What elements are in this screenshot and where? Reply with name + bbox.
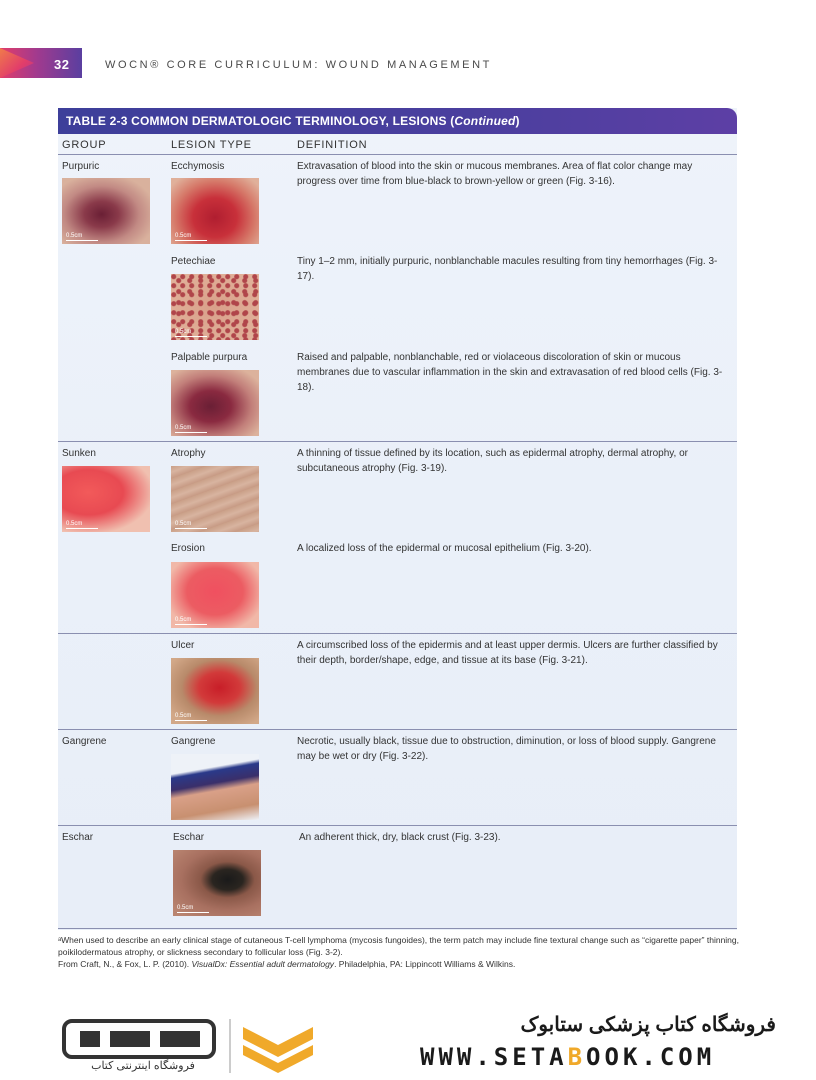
page-tab <box>0 48 82 78</box>
definition-text: Extravasation of blood into the skin or mucous membranes. Area of flat color change may progress over time from blue-black to brown-yellow or green (Fig. 3-16). <box>297 161 693 187</box>
table-title: TABLE 2-3 COMMON DERMATOLOGIC TERMINOLOGY, LESIONS (Continued) <box>58 108 737 134</box>
group-divider <box>58 441 737 442</box>
group-label: Gangrene <box>62 736 107 747</box>
lesion-type-label: Ulcer <box>171 640 195 651</box>
lesion-type-label: Petechiae <box>171 256 216 267</box>
lesion-type-label: Ecchymosis <box>171 161 225 172</box>
lesion-type-label: Palpable purpura <box>171 352 248 363</box>
column-header-definition: DEFINITION <box>297 139 368 151</box>
erosion-image: 0.5cm <box>171 562 259 628</box>
definition-text: Necrotic, usually black, tissue due to obstruction, diminution, or loss of blood supply. Gangrene may be wet or dry (Fig. 3-22). <box>297 736 716 762</box>
store-name: فروشگاه کتاب پزشکی ستابوک <box>520 1014 776 1036</box>
definition-text: A localized loss of the epidermal or mucosal epithelium (Fig. 3-20). <box>297 543 592 554</box>
group-divider <box>58 729 737 730</box>
running-head: WOCN® CORE CURRICULUM: WOUND MANAGEMENT <box>105 59 492 71</box>
palpable-purpura-image: 0.5cm <box>171 370 259 436</box>
lesion-type-label: Erosion <box>171 543 205 554</box>
ulcer-image: 0.5cm <box>171 658 259 724</box>
eschar-image: 0.5cm <box>173 850 261 916</box>
column-header-group: GROUP <box>62 139 107 151</box>
group-label: Eschar <box>62 832 94 843</box>
petechiae-image: 0.5cm <box>171 274 259 340</box>
definition-text: A thinning of tissue defined by its location, such as epidermal atrophy, dermal atrophy, or subcutaneous atrophy (Fig. 3-19). <box>297 448 688 474</box>
logo-caption: فروشگاه اینترنتی کتاب <box>91 1060 195 1072</box>
definition-text: Raised and palpable, nonblanchable, red or violaceous discoloration of skin or mucous membranes due to vascular inflammation in the skin and extravasation of red blood cells (Fig. 3-18). <box>297 352 723 393</box>
group-divider <box>58 633 737 634</box>
table-background <box>58 108 737 930</box>
purpuric-group-image: 0.5cm <box>62 178 150 244</box>
setabook-logo <box>58 1015 318 1075</box>
source-citation: From Craft, N., & Fox, L. P. (2010). VisualDx: Essential adult dermatology. Philadelphia, PA: Lippincott Williams & Wilkins. <box>58 959 516 969</box>
header-rule <box>58 154 737 155</box>
store-url: WWW.SETABOOK.COM <box>420 1043 716 1071</box>
definition-text: A circumscribed loss of the epidermis and at least upper dermis. Ulcers are further classified by their depth, border/shape, edge, and tissue at its base (Fig. 3-21). <box>297 640 718 666</box>
column-header-lesion-type: LESION TYPE <box>171 139 252 151</box>
definition-text: Tiny 1–2 mm, initially purpuric, nonblanchable macules resulting from tiny hemorrhages (Fig. 3-17). <box>297 256 718 282</box>
atrophy-image: 0.5cm <box>171 466 259 532</box>
group-label: Purpuric <box>62 161 100 172</box>
ecchymosis-image: 0.5cm <box>171 178 259 244</box>
group-label: Sunken <box>62 448 96 459</box>
table-bottom-rule <box>58 928 737 929</box>
lesion-type-label: Gangrene <box>171 736 216 747</box>
lesion-type-label: Eschar <box>173 832 205 843</box>
group-divider <box>58 825 737 826</box>
footnote: ᵃWhen used to describe an early clinical stage of cutaneous T-cell lymphoma (mycosis fungoides), the term patch may include fine textural change such as “cigarette paper” thinning, poikilodermatous atrophy, or slickness secondary to follicular loss (Fig. 3-2). <box>58 935 739 957</box>
lesion-type-label: Atrophy <box>171 448 206 459</box>
page-number: 32 <box>54 57 70 72</box>
definition-text: An adherent thick, dry, black crust (Fig. 3-23). <box>299 832 501 843</box>
sunken-group-image: 0.5cm <box>62 466 150 532</box>
gangrene-image <box>171 754 259 820</box>
